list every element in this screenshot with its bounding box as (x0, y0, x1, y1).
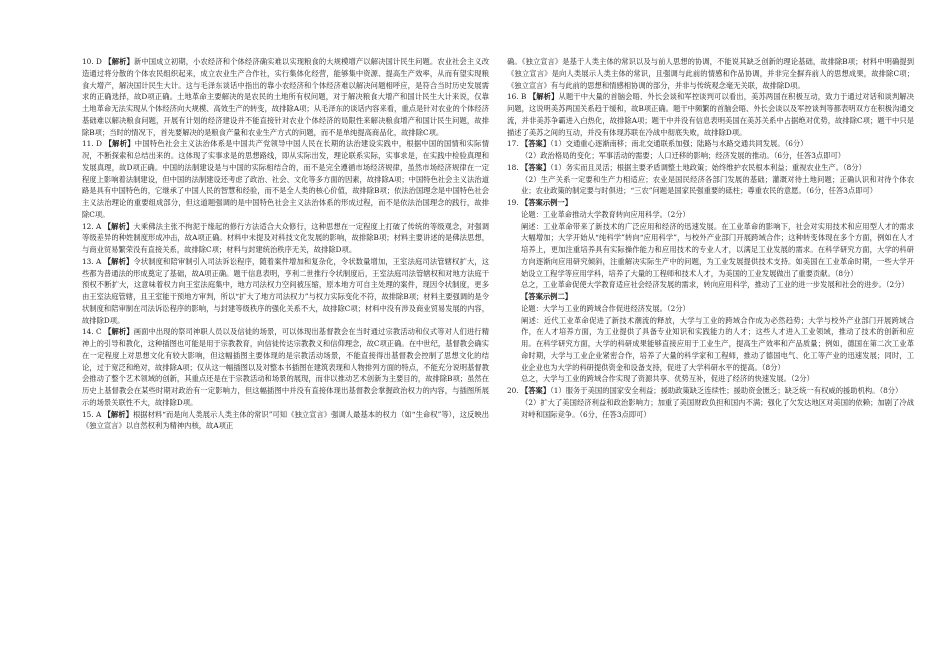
answer-18: 18. 【答案】（1）务实而且灵活；根据主要矛盾调整土地政策；始终维护农民根本利益；重视农业生产。（8分） (507, 162, 866, 172)
answer-18-part-2: （2）生产关系一定要和生产力相适应；农业是国民经济各部门发展的基础；灌溉对待土地问题；正确认识和对待个体农业；农业政策的制定要与时俱进；“三农”问题是国家民强重要的砥柱；尊重农民的意愿。（6分，任答3点即可） (521, 174, 914, 196)
answer-10: 10. D 【解析】新中国成立初期，小农经济和个体经济确实难以实现粮食的大规模增产以解决国计民生问题。农业社会主义改造通过将分散的个体农民组织起来，成立农业生产合作社，实行集体化经营，能够集中资源、提高生产效率，从而有望实现粮食大增产，解决国计民生大计。这与毛泽东谈话中指出的靠小农经济和个体经济难以解决问题相呼应，是符合当时历史发展需求的正确选择，故D项正确。土地革命主要解决的是农民的土地所有权问题，对于解决粮食大增产和国计民生大计来说，仅靠土地革命无法实现从个体经济向大规模、高效生产的转变，故排除A项；从毛泽东的谈话内容来看，重点是针对农业的个体经济基础难以解决粮食问题，开展有计划的经济建设并不能直接针对农业个体经济的局限性来解决粮食增产和国计民生问题，故排除B项；当时的情况下，首先要解决的是粮食产量和农业生产方式的问题，而不是单纯提高商品化，故排除C项。 (82, 57, 489, 137)
answer-19: 19. 【答案示例一】 (507, 198, 573, 207)
answer-19-ex1-argument: 阐述：工业革命带来了新技术的广泛应用和经济的迅速发展。在工业革命的影响下，社会对实用技术和应用型人才的需求大幅增加；大学开始从“纯科学”转向“应用科学”，与校外产业部门开展跨域合作；这种转变体现在多个方面，例如在人才培养上，更加注重培养具有实际操作能力和应用技术的专业人才，以满足工业发展的需求。在科学研究方面，大学的科研方向逐渐向应用研究倾斜，注重解决实际生产中的问题，为工业发展提供技术支持。如美国在工业革命时期，一些大学开始设立工程学等应用学科，培养了大量的工程师和技术人才，为美国的工业发展做出了重要贡献。（8分） (521, 221, 914, 278)
answer-19-ex2-conclusion: 总之，大学与工业的跨域合作实现了资源共享、优势互补，促进了经济的快速发展。（2分） (521, 374, 814, 384)
answer-19-ex2-thesis: 论题：大学与工业的跨域合作促进经济发展。（2分） (521, 303, 690, 313)
answer-17-part-2: （2）政治格局的变化；军事活动的需要；人口迁移的影响；经济发展的推动。（6分，任答3点即可） (521, 151, 846, 160)
answer-19-ex1-thesis: 论题：工业革命推动大学教育转向应用科学。（2分） (521, 209, 690, 219)
answer-20-part-2: （2）扩大了美国经济利益和政治影响力；加重了美国财政负担和国内不满；强化了欠发达地区对美国的依赖；加剧了冷战对峙和国际竞争。（6分，任答3点即可） (521, 397, 914, 419)
answer-16: 16. B 【解析】从题干中大量的首脑会晤、外长会谈和军控谈判可以看出，美苏两国在积极互动，致力于通过对话和谈判解决问题，这说明美苏两国关系趋于缓和，故B项正确。题干中频繁的首脑会晤、外长会谈以及军控谈判等都表明双方在积极沟通交流，并非美苏争霸进入白热化，故排除A项；题干中并没有信息表明美国在美苏关系中占据绝对优势，故排除C项；题干中只是描述了美苏之间的互动，并没有体现苏联在冷战中彻底失败，故排除D项。 (507, 92, 914, 137)
answer-20: 20. 【答案】（1）服务于美国的国家安全利益；援助政策缺乏连续性；援助资金匮乏；缺乏统一有权威的援助机构。（8分） (507, 386, 903, 395)
right-column (507, 56, 914, 634)
answer-12: 12. A 【解析】大乘佛法主张不拘泥于缘起的修行方法适合大众修行，这种思想在一定程度上打破了传统的等级观念，对强调等级差异的种姓制度形成冲击，故A项正确。材料中未提及对科技文化发展的影响，故排除B项；材料主要讲述的是佛法思想，与商业贸易繁荣没有直接关系，故排除C项；材料与封建统治秩序无关，故排除D项。 (82, 221, 489, 254)
left-column (82, 56, 489, 634)
answer-15-continued: 确。《独立宣言》是基于人类主体的常识以及与前人思想的协调，不能说其缺乏创新的理论基础，故排除B项；材料中明确提到《独立宣言》是向人类展示人类主体的常识，且强调与此前的情感和作品协调，并非完全摒弃前人的思想成果，故排除C项；《独立宣言》有与此前的思想和情感相协调的部分，并非与传统观念毫无关联，故排除D项。 (507, 57, 914, 90)
answer-14: 14. C 【解析】画面中出现的祭司神职人员以及信徒的场景，可以体现出基督教会在当时通过宗教活动和仪式等对人们进行精神上的引导和教化，这种插图也可能是用于宗教教育，向信徒传达宗教教义和信仰理念，故C项正确。在中世纪，基督教会确实在一定程度上对思想文化有较大影响，但这幅插图主要体现的是宗教活动场景，不能直接得出基督教会控制了思想文化的结论，过于宽泛和绝对，故排除A项；仅从这一幅插图以及对整本书插图在建筑表现和人物排列方面的特点，不能充分说明基督教会推动了整个艺术领域的创新，其重点还是在于宗教活动和场景的展现，而非以推动艺术创新为主要目的，故排除B项；虽然在历史上基督教会在某些时期对政治有一定影响力，但这幅插图中并没有直接体现出基督教会掌握政治权力的内容，与插图所展示的场景关联性不大，故排除D项。 (82, 327, 489, 407)
answer-19-ex1-conclusion: 总之，工业革命促使大学教育适应社会经济发展的需求，转向应用科学，推动了工业的进一步发展和社会的进步。（2分） (521, 280, 909, 290)
answer-11: 11. D 【解析】中国特色社会主义法治体系是中国共产党领导中国人民在长期的法治建设实践中，根据中国的国情和实际情况，不断探索和总结出来的。这体现了实事求是的思想路线，即从实际出发，理论联系实际，实事求是，在实践中检验真理和发展真理，故D项正确。中国的法制建设是与中国的实际相结合的，而不是完全遵循市场经济规律，虽然市场经济规律在一定程度上影响着法制建设，但中国的法制建设还考虑了政治、社会、文化等多方面的因素，故排除A项；中国特色社会主义法治道路是具有中国特色的，它继承了中国人民的智慧和经验，而不是全人类的核心价值，故排除B项；依法治国理念是中国特色社会主义法治理论的重要组成部分，但这道题强调的是中国特色社会主义法治体系的形成过程，而不是依法治国理念的践行，故排除C项。 (82, 139, 489, 219)
answer-15: 15. A 【解析】根据材料“而是向人类展示人类主体的常识”可知《独立宣言》强调人最基本的权力（如“生命权”等），这反映出《独立宣言》以自然权利为精神内核，故A项正 (82, 409, 489, 431)
answer-13: 13. A 【解析】令状制度和陪审制引入司法诉讼程序，随着案件增加和复杂化，令状数量增加，王室法庭司法管辖权扩大，这些都为普通法的形成奠定了基础，故A项正确。题干信息表明，亨利二世推行令状制度后，王室法庭司法管辖权和对地方法庭干预权不断扩大，这意味着权力向王室法庭集中，地方司法权力空间被压缩，原本地方可自主处理的案件，现因令状制度，更多由王室法庭管辖，且王室能干预地方审判，所以“扩大了地方司法权力”与权力实际变化不符，故排除B项；材料主要强调的是令状制度和陪审制在司法诉讼程序的影响，与封建等级秩序的强化关系不大，故排除C项；材料中没有涉及商业贸易发展的内容，故排除D项。 (82, 256, 489, 325)
answer-19-ex2-argument: 阐述：近代工业革命促进了新技术潮流的释放，大学与工业的跨域合作成为必然趋势；大学与校外产业部门开展跨域合作，在人才培养方面，为工业提供了具备专业知识和实践能力的人才；这些人才进入工业领域，推动了技术的创新和应用。在科学研究方面，大学的科研成果能够直接应用于工业生产，提高生产效率和产品质量；例如，德国在第二次工业革命时期，大学与工业企业紧密合作，培养了大量的科学家和工程师，推动了德国电气、化工等产业的迅速发展；同时，工业企业也为大学的科研提供资金和设备支持，促进了大学科研水平的提高。（8分） (521, 315, 914, 372)
answer-17: 17. 【答案】（1）交通重心逐渐南移；南北交通联系加强；陆路与水路交通共同发展。（6分） (507, 139, 808, 149)
answer-19-ex2-title: 【答案示例二】 (521, 292, 573, 301)
